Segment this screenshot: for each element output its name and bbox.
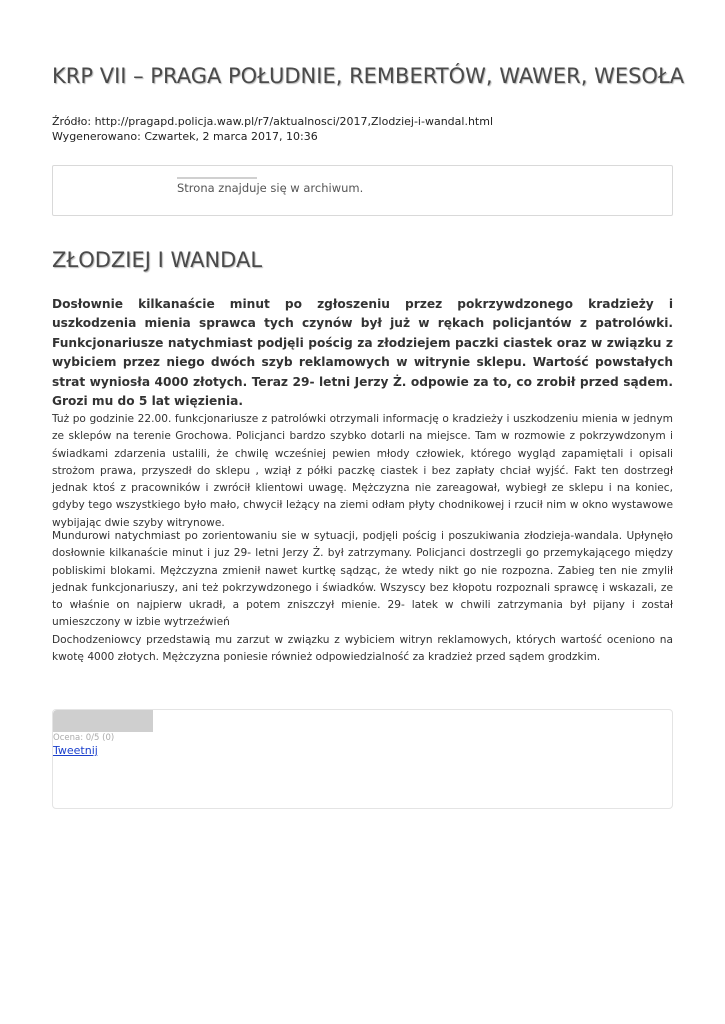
tweet-link[interactable]: Tweetnij [53,744,98,757]
article-paragraph: Tuż po godzinie 22.00. funkcjonariusze z patrolówki otrzymali informację o kradzieży i uszkodzeniu mienia w jednym ze sklepów na terenie Grochowa. Policjanci bardzo szybko dotarli na miejsce. Tam w rozmowie z pokrzywdzonym i świadkami zdarzenia ustalili, że chwilę wcześniej pewien młody człowiek, którego wygląd zapamiętali i opisali strożom prawa, przyszedł do sklepu , wziął z półki paczkę ciastek i bez zapłaty chciał wyjść. Fakt ten dostrzegł jednak ktoś z pracowników i zwrócił klientowi uwagę. Mężczyzna nie zareagował, wybiegł ze sklepu i na koniec, gdyby tego wszystkiego było mało, chwycił leżący na ziemi odłam płyty chodnikowej i rzucił nim w okno wystawowe wybijając dwie szyby witrynowe. [52,413,673,529]
article-title: ZŁODZIEJ I WANDAL [52,248,263,272]
rating-panel [52,709,673,809]
article-paragraph: Dochodzeniowcy przedstawią mu zarzut w związku z wybiciem witryn reklamowych, których wartość oceniono na kwotę 4000 złotych. Mężczyzna poniesie również odpowiedzialność za kradzież przed sądem grodzkim. [52,634,673,664]
archive-notice [52,165,673,216]
rating-text: Ocena: 0/5 (0) [53,733,115,743]
site-title: KRP VII – PRAGA POŁUDNIE, REMBERTÓW, WAWER, WESOŁA [52,64,685,88]
generated-date: Wygenerowano: Czwartek, 2 marca 2017, 10:36 [52,130,318,143]
document-meta [52,114,493,144]
article-paragraph: Mundurowi natychmiast po zorientowaniu sie w sytuacji, podjęli pościg i poszukiwania złodzieja-wandala. Upłynęło dosłownie kilkanaście minut i juz 29- letni Jerzy Ż. był zatrzymany. Policjanci dostrzegli go przemykającego między pobliskimi blokami. Mężczyzna zmienił nawet kurtkę sądząc, że wtedy nikt go nie rozpozna. Zabieg ten nie zmylił jednak funkcjonariuszy, ani też pokrzywdzonego i świadków. Wszyscy bez kłopotu rozpoznali sprawcę i wskazali, ze to właśnie on najpierw ukradł, a potem zniszczył mienie. 29- latek w chwili zatrzymania był pijany i został umieszczony w izbie wytrzeźwień [52,530,673,629]
article-lead: Dosłownie kilkanaście minut po zgłoszeniu przez pokrzywdzonego kradzieży i uszkodzenia mienia sprawca tych czynów był już w rękach policjantów z patrolówki. Funkcjonariusze natychmiast podjęli pościg za złodziejem paczki ciastek oraz w związku z wybiciem przez niego dwóch szyb reklamowych w witrynie sklepu. Wartość powstałych strat wyniosła 4000 złotych. Teraz 29- letni Jerzy Ż. odpowie za to, co zrobił przed sądem. Grozi mu do 5 lat więzienia. [52,297,673,409]
archive-notice-text: Strona znajduje się w archiwum. [177,181,364,195]
source-url: Źródło: http://pragapd.policja.waw.pl/r7/aktualnosci/2017,Zlodziej-i-wandal.html [52,115,493,128]
archive-divider [177,177,257,179]
rating-stars[interactable] [53,710,153,732]
